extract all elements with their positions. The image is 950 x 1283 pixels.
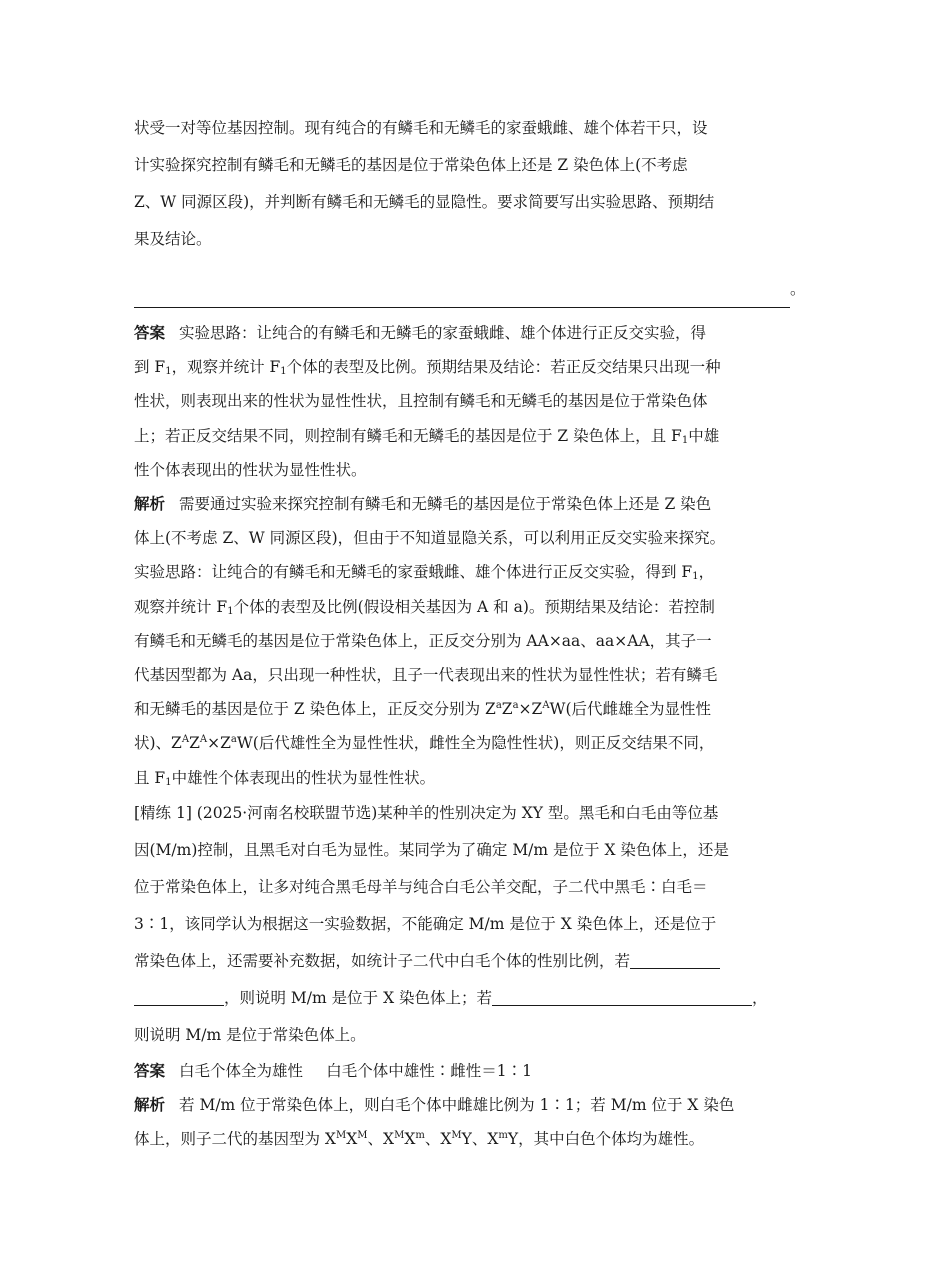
text-line: 到 $F_1$，观察并统计 $F_1$个体的表型及比例。预期结果及结论：若正反交结果只出现一种	[134, 358, 721, 378]
text-line: 状)、$Z^AZ^A\times Z^aW$(后代雄性全为显性性状，雌性全为隐性性状)，则正反交结果不同，	[134, 734, 715, 753]
text-line: 性状，则表现出来的性状为显性性状，且控制有鳞毛和无鳞毛的基因是位于常染色体	[134, 392, 708, 411]
analysis-section	[134, 487, 824, 795]
text-line: 常染色体上，还需要补充数据，如统计子二代中白毛个体的性别比例，若	[134, 943, 824, 980]
text-line: 解析 需要通过实验来探究控制有鳞毛和无鳞毛的基因是位于常染色体上还是 Z 染色	[134, 495, 712, 514]
analysis-section	[134, 1088, 824, 1156]
text-line: 解析 若 M/m 位于常染色体上，则白毛个体中雌雄比例为 1∶1；若 M/m 位于 X 染色	[134, 1096, 735, 1115]
text-line: [精练 1] (2025·河南名校联盟节选)某种羊的性别决定为 XY 型。黑毛和白毛由等位基	[134, 803, 719, 822]
practice-question	[134, 795, 824, 1054]
text-line: 位于常染色体上，让多对纯合黑毛母羊与纯合白毛公羊交配，子二代中黑毛∶白毛＝	[134, 877, 708, 896]
text-line: 计实验探究控制有鳞毛和无鳞毛的基因是位于常染色体上还是 Z 染色体上(不考虑	[134, 156, 688, 174]
text-line: 3∶1，该同学认为根据这一实验数据，不能确定 M/m 是位于 X 染色体上，还是位于	[134, 914, 717, 933]
text-line: 实验思路：让纯合的有鳞毛和无鳞毛的家蚕蛾雌、雄个体进行正反交实验，得到 $F_1$，	[134, 563, 715, 583]
text-line: 体上，则子二代的基因型为 $X^MX^M$、$X^MX^m$、$X^MY$、$X^mY$，其中白色个体均为雄性。	[134, 1130, 705, 1149]
text-line: 体上(不考虑 Z、W 同源区段)，但由于不知道显隐关系，可以利用正反交实验来探究。	[134, 529, 726, 548]
answer-blank[interactable]	[134, 291, 790, 308]
answer-label: 答案	[134, 324, 166, 342]
text-line: 则说明 M/m 是位于常染色体上。	[134, 1025, 366, 1044]
answer-blank-line: 。	[134, 258, 824, 308]
text-line: Z、W 同源区段)，并判断有鳞毛和无鳞毛的显隐性。要求简要写出实验思路、预期结	[134, 193, 715, 211]
answer-label: 答案	[134, 1061, 166, 1080]
answer-section	[134, 316, 824, 487]
question-intro	[134, 110, 824, 308]
text-line: 因(M/m)控制，且黑毛对白毛为显性。某同学为了确定 M/m 是位于 X 染色体上，还是	[134, 840, 729, 859]
document-page	[134, 110, 824, 1156]
text-line: 且 $F_1$中雄性个体表现出的性状为显性性状。	[134, 768, 436, 788]
text-line: 和无鳞毛的基因是位于 Z 染色体上，正反交分别为 $Z^aZ^a\times Z^AW$(后代雌雄全为显性性	[134, 700, 712, 719]
text-line: 性个体表现出的性状为显性性状。	[134, 460, 367, 479]
fill-blank-1a[interactable]	[630, 952, 720, 969]
answer-section	[134, 1054, 824, 1088]
text-line: ，则说明 M/m 是位于 X 染色体上；若 ，	[134, 980, 824, 1017]
analysis-label: 解析	[134, 1096, 166, 1115]
text-line: 上；若正反交结果不同，则控制有鳞毛和无鳞毛的基因是位于 Z 染色体上，且 $F_1$中雄	[134, 426, 720, 446]
analysis-label: 解析	[134, 495, 166, 514]
text-line: 状受一对等位基因控制。现有纯合的有鳞毛和无鳞毛的家蚕蛾雌、雄个体若干只，设	[134, 119, 708, 137]
fill-blank-2[interactable]	[492, 989, 752, 1006]
text-line: 答案 白毛个体全为雄性 白毛个体中雄性∶雌性＝1∶1	[134, 1061, 533, 1080]
text-line: 果及结论。	[134, 230, 212, 248]
text-line: 有鳞毛和无鳞毛的基因是位于常染色体上，正反交分别为 AA×aa、aa×AA，其子一	[134, 631, 712, 650]
text-line: 观察并统计 $F_1$个体的表型及比例(假设相关基因为 A 和 a)。预期结果及结论：若控制	[134, 597, 715, 617]
fill-blank-1b[interactable]	[134, 989, 224, 1006]
text-line: 答案 实验思路：让纯合的有鳞毛和无鳞毛的家蚕蛾雌、雄个体进行正反交实验，得	[134, 324, 707, 342]
text-line: 代基因型都为 Aa，只出现一种性状，且子一代表现出来的性状为显性性状；若有鳞毛	[134, 666, 718, 685]
